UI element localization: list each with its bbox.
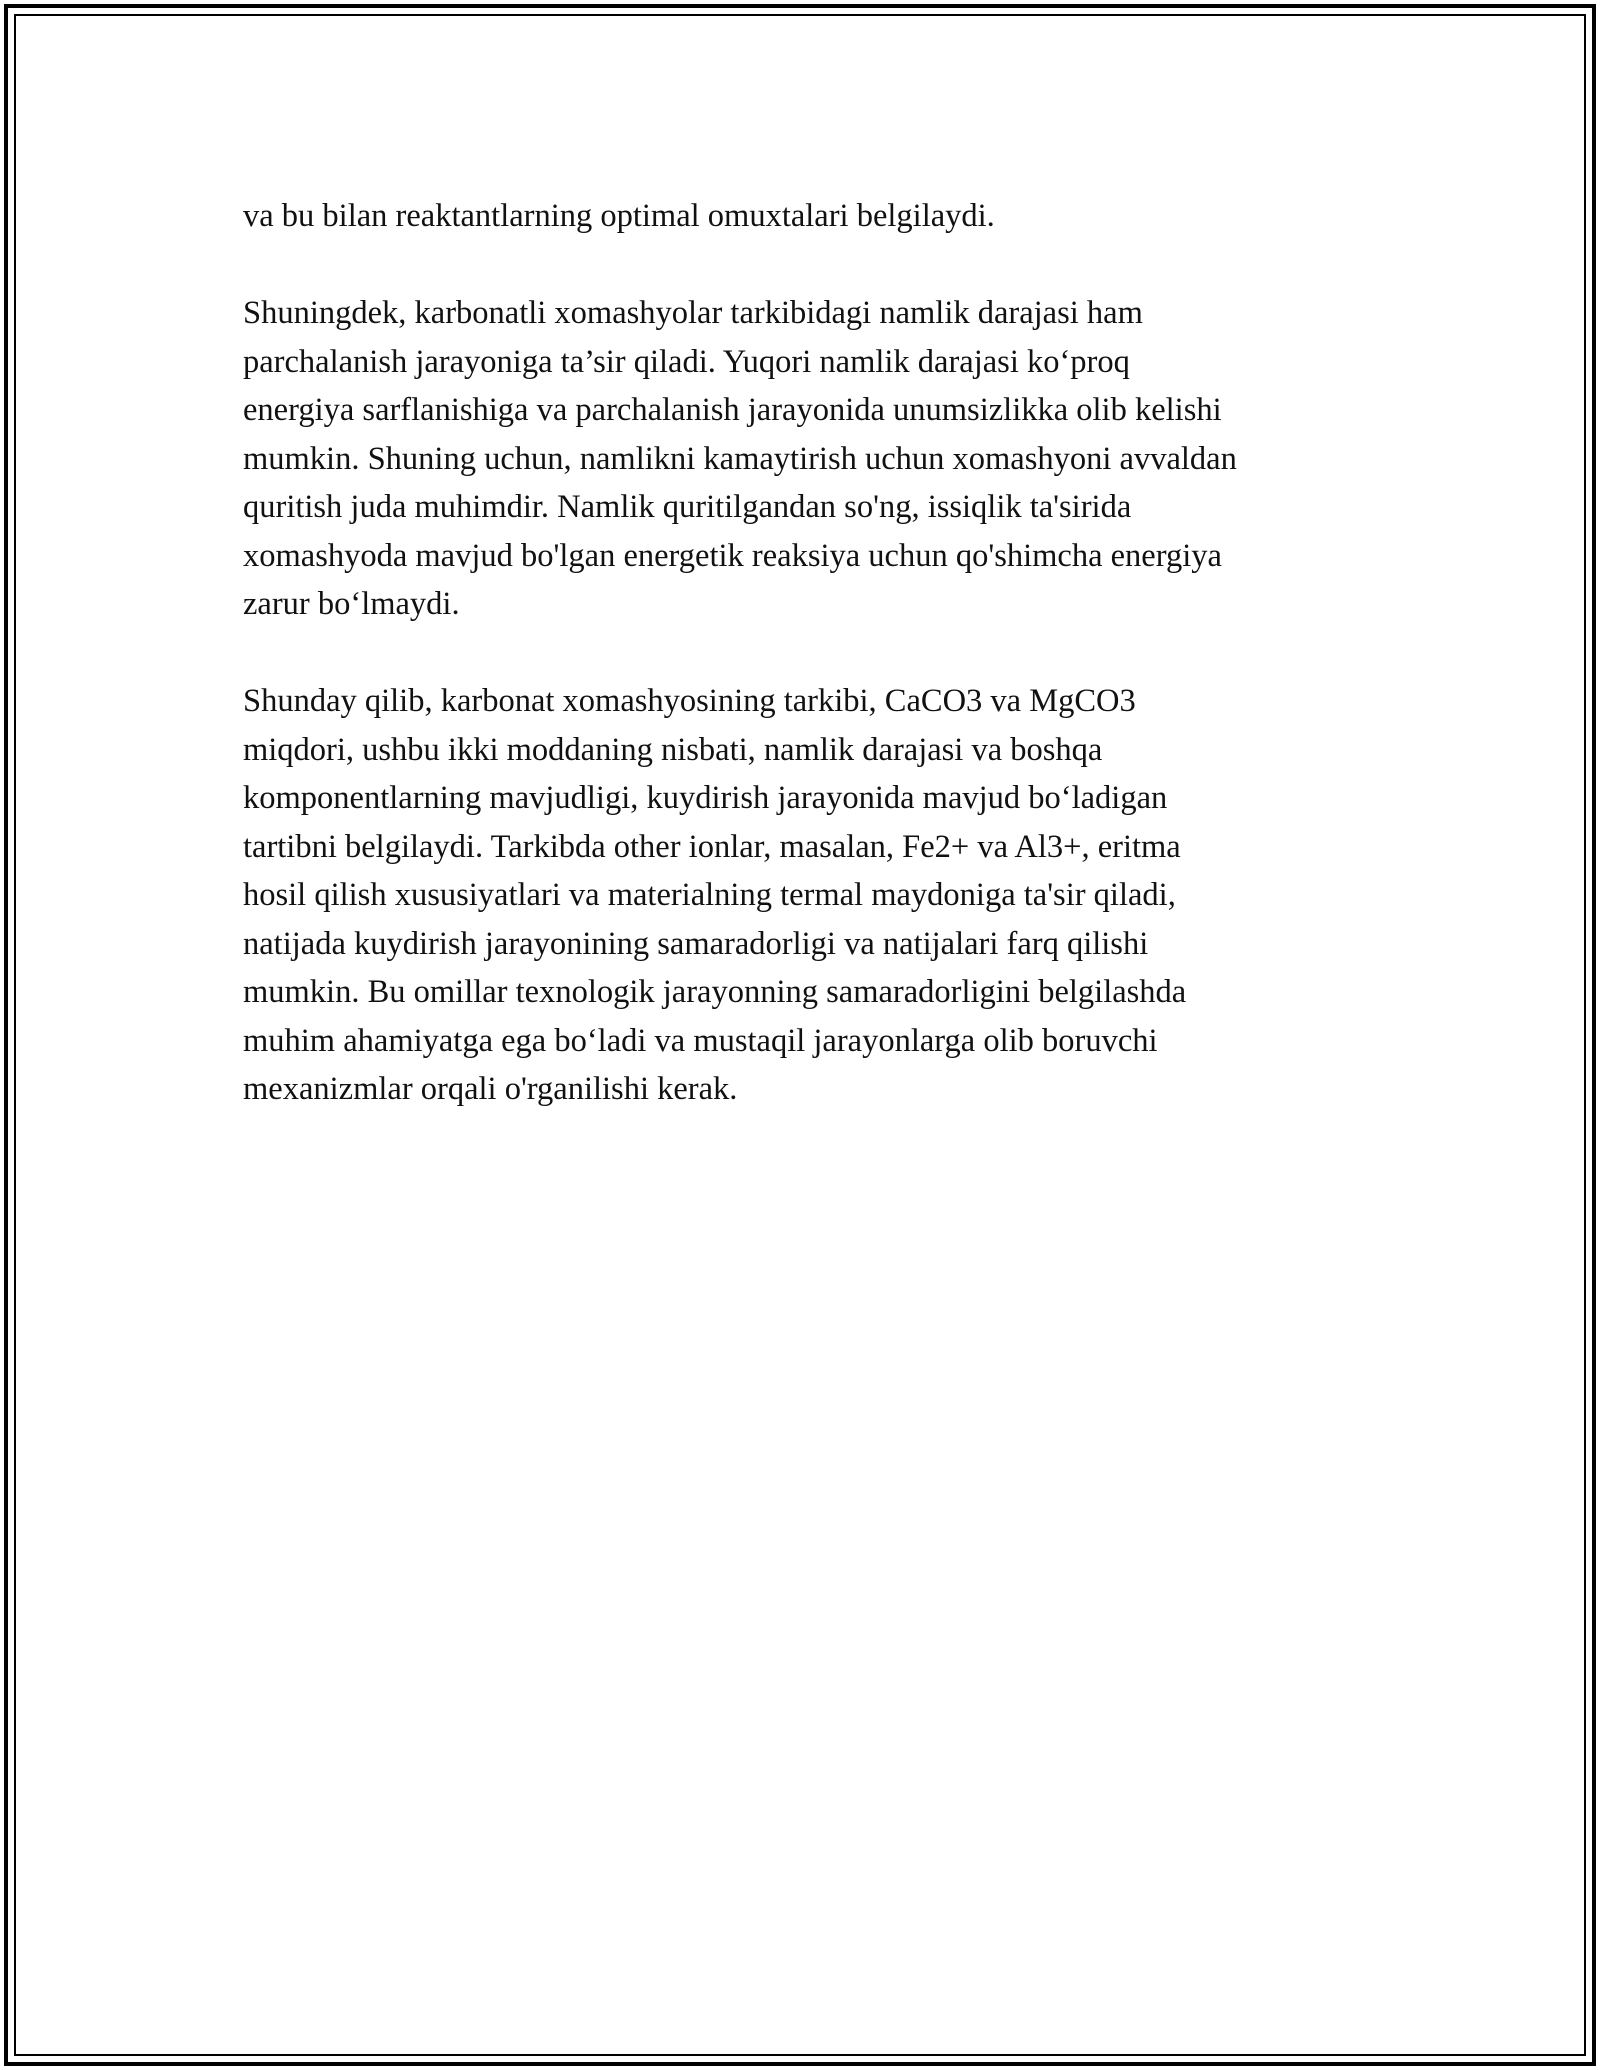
paragraph-1: va bu bilan reaktantlarning optimal omuxtalari belgilaydi. bbox=[243, 198, 995, 234]
page-border-outer bbox=[4, 4, 1596, 2066]
paragraph-3: Shunday qilib, karbonat xomashyosining tarkibi, CaCO3 va MgCO3 miqdori, ushbu ikki moddaning nisbati, namlik darajasi va boshqa komponentlarning mavjudligi, kuydirish jarayonida mavjud bo‘ladigan tartibni belgilaydi. Tarkibda other ionlar, masalan, Fe2+ va Al3+, eritma hosil qilish xususiyatlari va materialning termal maydoniga ta'sir qiladi, natijada kuydirish jarayonining samaradorligi va natijalari farq qilishi mumkin. Bu omillar texnologik jarayonning samaradorligini belgilashda muhim ahamiyatga ega bo‘ladi va mustaqil jarayonlarga olib boruvchi mexanizmlar orqali o'rganilishi kerak. bbox=[243, 683, 1187, 1107]
document-body bbox=[243, 192, 1393, 1162]
paragraph-2: Shuningdek, karbonatli xomashyolar tarkibidagi namlik darajasi ham parchalanish jarayoniga ta’sir qiladi. Yuqori namlik darajasi ko‘proq energiya sarflanishiga va parchalanish jarayonida unumsizlikka olib kelishi mumkin. Shuning uchun, namlikni kamaytirish uchun xomashyoni avvaldan quritish juda muhimdir. Namlik quritilgandan so'ng, issiqlik ta'sirida xomashyoda mavjud bo'lgan energetik reaksiya uchun qo'shimcha energiya zarur bo‘lmaydi. bbox=[243, 295, 1237, 622]
